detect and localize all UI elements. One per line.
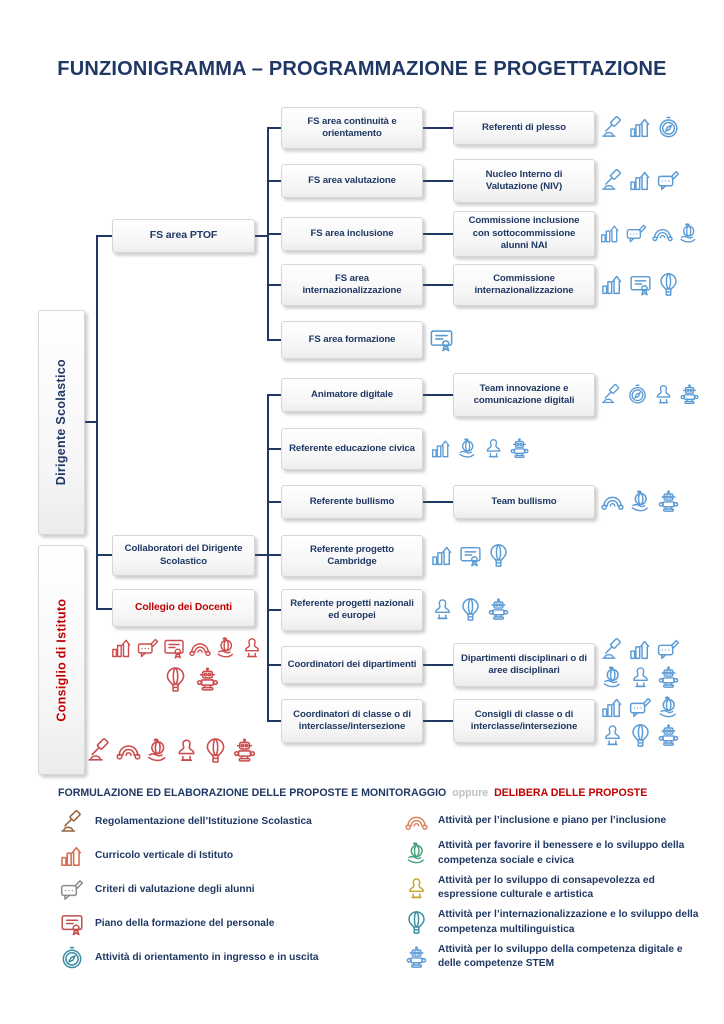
robot-icon [656,723,681,748]
row1-icons [600,115,681,140]
balloon-icon [628,723,653,748]
org-box-row5-left [281,321,423,359]
connector-line [98,235,112,237]
compass-icon [59,945,85,971]
connector-line [255,554,267,556]
robot-icon [194,666,221,693]
robot-icon [231,737,258,764]
org-box-row8-left [281,485,423,519]
legend-label: Attività per l’inclusione e piano per l’inclusione [438,815,667,827]
org-box-label: Collegio dei Docenti [135,602,232,614]
org-box-label: Animatore digitale [311,388,393,400]
bust-icon [482,437,505,460]
bar-chart-icon [600,272,625,297]
gavel-icon [600,383,623,406]
legend-column-left [59,809,319,971]
bar-chart-icon [628,115,653,140]
certificate-icon [628,272,653,297]
legend-header-red: DELIBERA DELLE PROPOSTE [494,787,648,799]
legend-label: Attività per lo sviluppo di consapevolezza ed espressione culturale e artistica [438,874,655,901]
org-box-label: Referente progetti nazionali ed europei [290,597,414,621]
org-box-label: Consigli di classe o di interclasse/intersezione [470,708,578,732]
bar-chart-icon [628,637,653,662]
org-box-row6-left [281,378,423,412]
globe-hand-icon [677,222,700,245]
org-box-row11-right [453,643,595,687]
row3-icons [599,222,700,245]
robot-icon [404,945,429,970]
org-box-dirigente-scolastico [38,310,85,535]
org-box-label: Commissione inclusione con sottocommissione alunni NAI [468,215,580,252]
bust-icon [404,876,429,901]
legend-label: Attività di orientamento in ingresso e in uscita [95,951,319,963]
legend-item [59,809,319,835]
balloon-icon [486,543,511,568]
legend-item [404,809,700,834]
org-box-label: Commissione internazionalizzazione [474,272,574,296]
collegio-icons-row2 [162,666,221,693]
org-box-row12-left [281,699,423,743]
org-box-label: Dirigente Scolastico [54,359,69,486]
org-box-fs-area-ptof [112,219,255,253]
legend-item [404,839,700,869]
rainbow-icon [600,489,625,514]
bust-icon [652,383,675,406]
globe-hand-icon [656,695,681,720]
bar-chart-icon [110,636,134,660]
org-box-label: Referenti di plesso [482,121,566,133]
org-box-label: Referente educazione civica [289,442,415,454]
org-box-label: Coordinatori dei dipartimenti [287,658,417,670]
legend-label: Criteri di valutazione degli alunni [95,883,255,895]
org-box-label: Nucleo Interno di Valutazione (NIV) [485,168,563,192]
globe-hand-icon [144,737,171,764]
org-box-row3-left [281,217,423,251]
robot-icon [678,383,701,406]
chat-pencil-icon [628,695,653,720]
chat-pencil-icon [656,168,681,193]
bar-chart-icon [599,222,622,245]
balloon-icon [162,666,189,693]
org-box-label: Referente progetto Cambridge [309,543,395,567]
org-box-row12-right [453,699,595,743]
globe-hand-icon [600,665,625,690]
bar-chart-icon [628,168,653,193]
legend-item [404,943,700,973]
legend-label: Attività per lo sviluppo della competenza digitale e delle competenze STEM [438,943,683,970]
org-box-label: Referente bullismo [309,495,395,507]
row6-icons [600,383,701,406]
org-box-label: Team bullismo [491,495,557,507]
compass-icon [656,115,681,140]
org-box-label: Dipartimenti disciplinari o di aree disciplinari [460,652,587,676]
chat-pencil-icon [656,637,681,662]
connector-line [421,720,455,722]
row7-icons [430,437,531,460]
row8-icons [600,489,681,514]
org-box-label: FS area formazione [308,333,396,345]
org-box-label: Coordinatori di classe o di interclasse/intersezione [293,708,411,732]
bar-chart-icon [600,695,625,720]
legend-column-right [404,809,700,972]
connector-line [267,394,269,722]
connector-line [98,554,112,556]
rainbow-icon [115,737,142,764]
org-box-label: Team innovazione e comunicazione digitali [473,382,575,406]
org-box-row4-right [453,264,595,306]
connector-line [421,664,455,666]
row5-icons [428,326,455,353]
robot-icon [486,597,511,622]
compass-icon [626,383,649,406]
bust-icon [600,723,625,748]
org-box-row9-left [281,535,423,577]
page-title: FUNZIONIGRAMMA – PROGRAMMAZIONE E PROGETTAZIONE [57,58,667,80]
legend-item [59,877,319,903]
org-box-row8-right [453,485,595,519]
balloon-icon [404,910,429,935]
bar-chart-icon [430,437,453,460]
legend-label: Regolamentazione dell’Istituzione Scolastica [95,815,312,827]
row9-icons [430,543,511,568]
row10-icons [430,597,511,622]
rainbow-icon [188,636,212,660]
org-box-label: FS area PTOF [149,229,218,242]
org-box-row3-right [453,211,595,257]
org-box-consiglio-di-istituto [38,545,85,775]
row4-icons [600,272,681,297]
bust-icon [628,665,653,690]
org-box-row1-left [281,107,423,149]
certificate-icon [428,326,455,353]
legend-item [59,843,319,869]
robot-icon [656,489,681,514]
org-box-collegio-docenti [112,589,255,627]
legend-item [59,911,319,937]
legend-header-oppure: oppure [452,787,489,799]
legend-header [58,787,647,799]
globe-hand-icon [214,636,238,660]
org-box-row2-right [453,159,595,203]
balloon-icon [656,272,681,297]
gavel-icon [600,168,625,193]
org-box-collaboratori [112,535,255,576]
org-box-row1-right [453,111,595,145]
gavel-icon [600,115,625,140]
balloon-icon [202,737,229,764]
connector-line [98,608,112,610]
globe-hand-icon [456,437,479,460]
chat-pencil-icon [59,877,85,903]
legend-item [404,874,700,904]
connector-line [255,235,267,237]
org-box-row6-right [453,373,595,417]
org-box-label: Consiglio di Istituto [54,598,69,722]
collegio-icons-row1 [110,636,264,660]
balloon-icon [458,597,483,622]
org-box-row7-left [281,428,423,470]
gavel-icon [86,737,113,764]
org-box-row11-left [281,646,423,684]
connector-line [421,233,455,235]
connector-line [421,127,455,129]
connector-line [421,394,455,396]
legend-item [59,945,319,971]
rainbow-icon [404,809,429,834]
consiglio-icons [86,737,258,764]
legend-label: Curricolo verticale di Istituto [95,849,234,861]
org-box-label: FS area continuità e orientamento [307,115,397,139]
org-box-label: FS area internazionalizzazione [302,272,402,296]
certificate-icon [59,911,85,937]
globe-hand-icon [404,841,429,866]
legend-label: Piano della formazione del personale [95,917,275,929]
org-box-row2-left [281,164,423,198]
rainbow-icon [651,222,674,245]
connector-line [85,421,96,423]
chat-pencil-icon [136,636,160,660]
org-box-label: FS area valutazione [308,174,396,186]
org-box-label: FS area inclusione [310,227,394,239]
chat-pencil-icon [625,222,648,245]
bar-chart-icon [430,543,455,568]
bust-icon [173,737,200,764]
connector-line [421,284,455,286]
gavel-icon [59,809,85,835]
connector-line [421,501,455,503]
gavel-icon [600,637,625,662]
bust-icon [240,636,264,660]
certificate-icon [162,636,186,660]
row12-icons [600,695,686,748]
connector-line [421,180,455,182]
robot-icon [656,665,681,690]
bust-icon [430,597,455,622]
org-box-label: Collaboratori del Dirigente Scolastico [124,543,243,567]
row2-icons [600,168,681,193]
org-box-row10-left [281,589,423,631]
globe-hand-icon [628,489,653,514]
certificate-icon [458,543,483,568]
org-box-row4-left [281,264,423,306]
legend-label: Attività per l’internazionalizzazione e lo sviluppo della competenza multilinguistica [438,909,699,935]
legend-header-blue: FORMULAZIONE ED ELABORAZIONE DELLE PROPOSTE E MONITORAGGIO [58,787,447,799]
robot-icon [508,437,531,460]
bar-chart-icon [59,843,85,869]
legend-item [404,908,700,938]
row11-icons [600,637,686,690]
legend-label: Attività per favorire il benessere e lo sviluppo della competenza sociale e civica [438,840,685,866]
